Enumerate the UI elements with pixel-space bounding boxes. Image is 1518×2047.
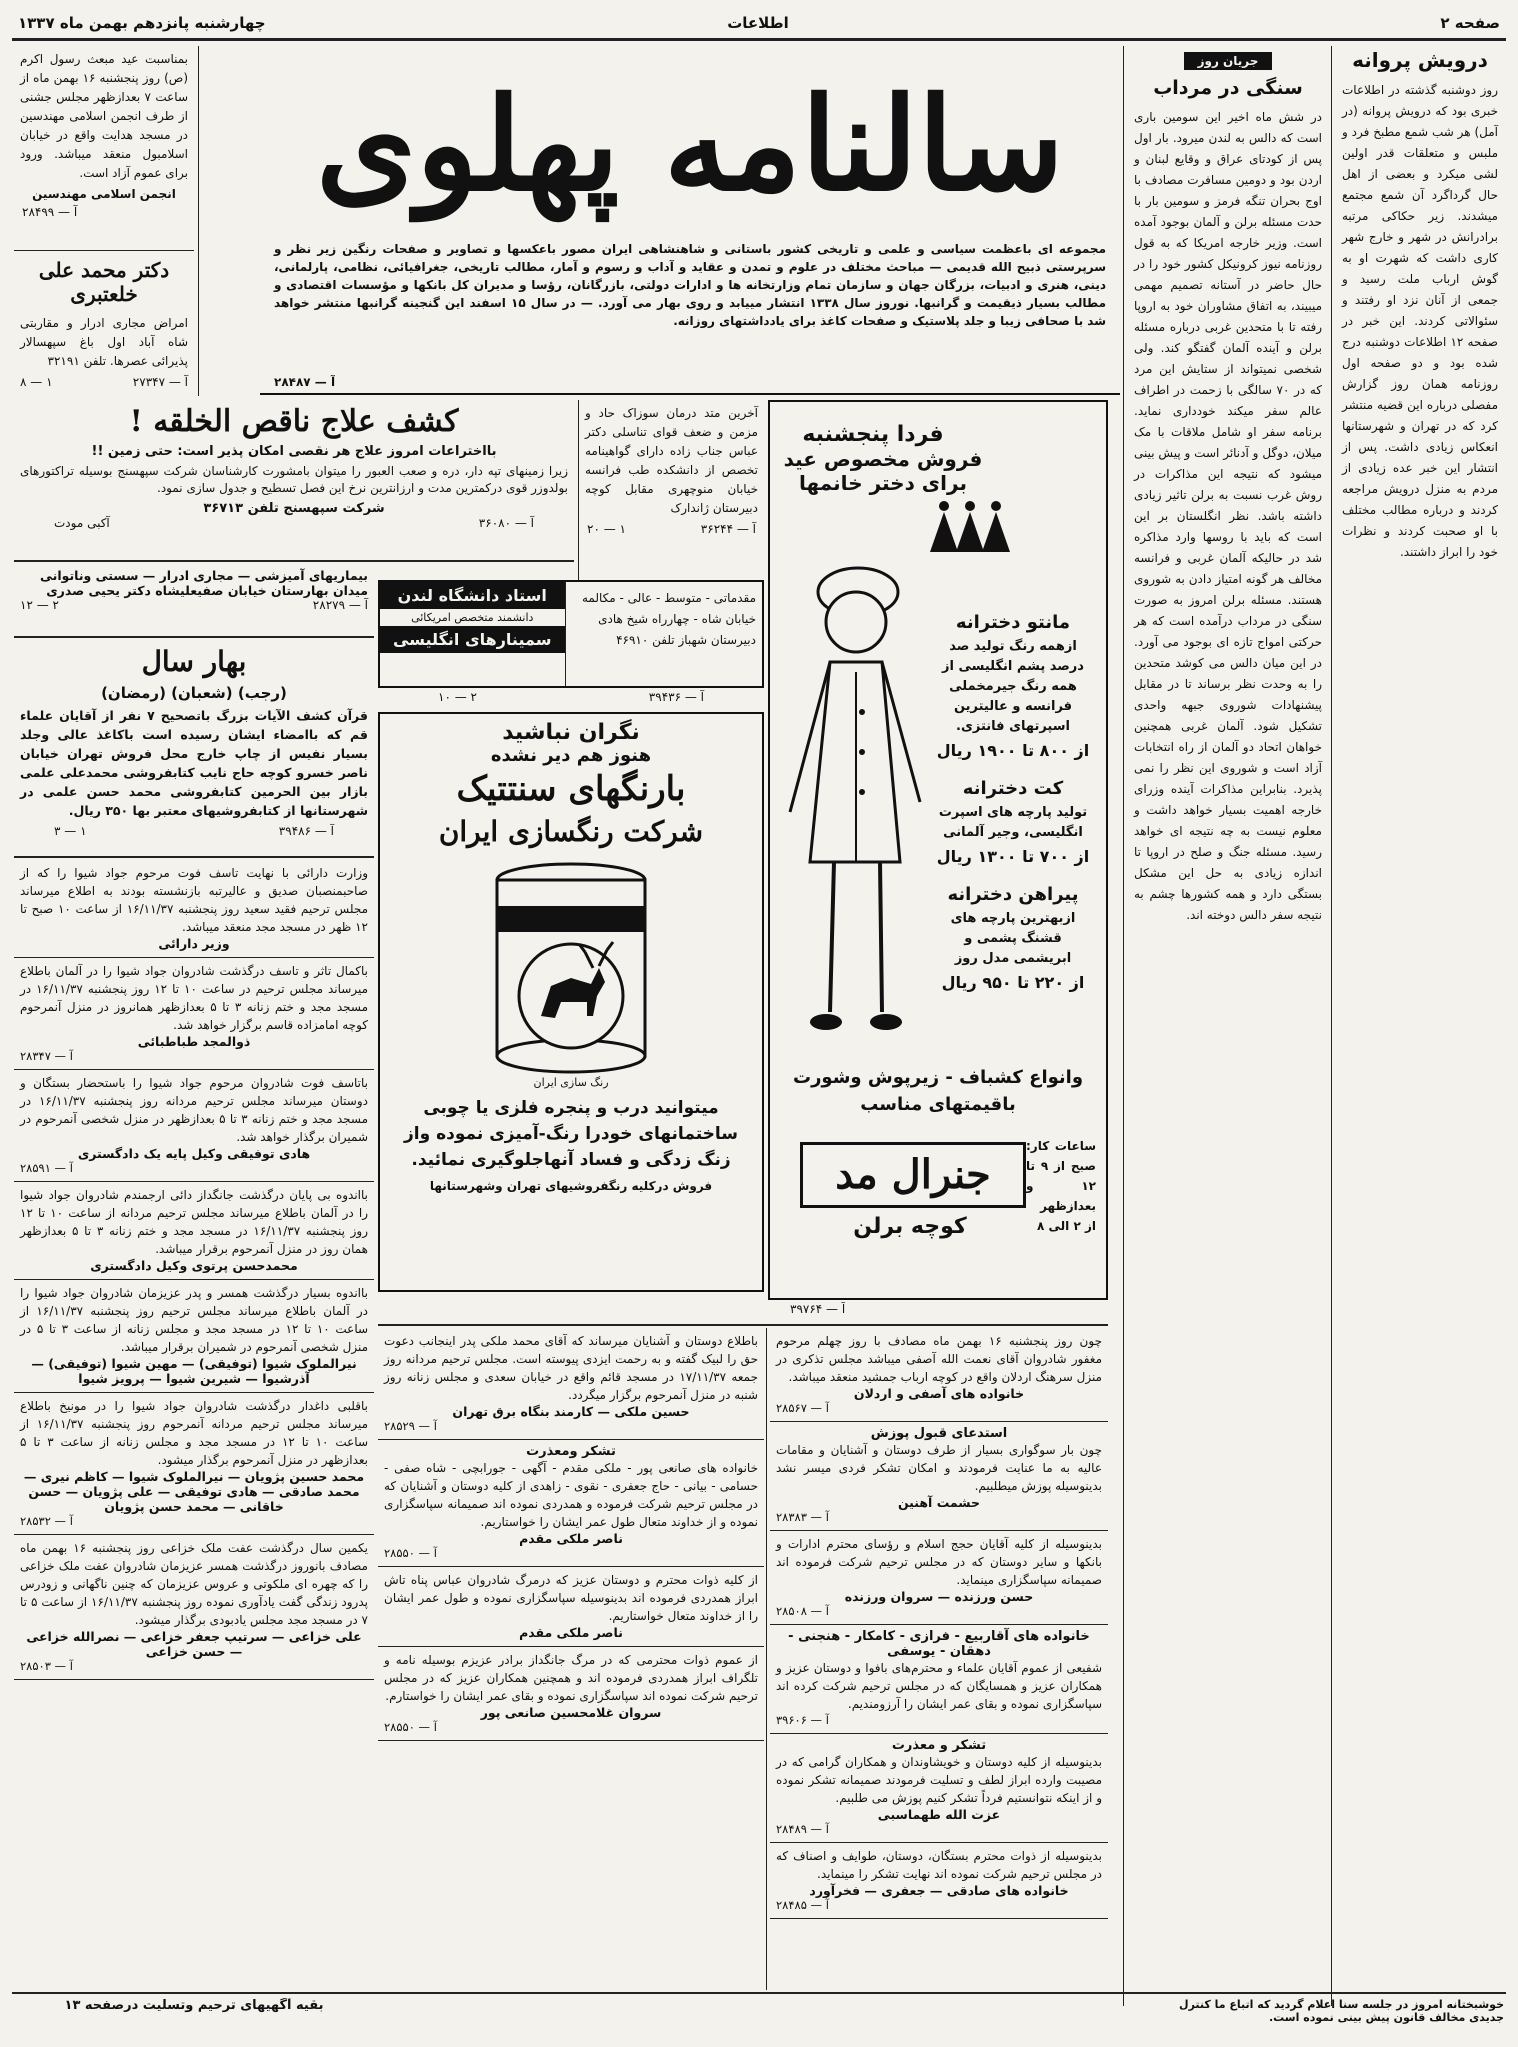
bahar-code2: ۱ — ۳ — [54, 824, 87, 838]
notice-code: آ — ۲۸۵۹۱ — [20, 1161, 73, 1175]
girls-item1-price: از ۸۰۰ تا ۱۹۰۰ ریال — [936, 741, 1090, 760]
notice-text: یکمین سال درگذشت عفت ملک خزاعی روز پنجشنبه ۱۶ بهمن ماه مصادف بانوروز درگذشت همسر عزیزمان شادروان عفت ملک خزاعی را که چهره ای ملکوتی و عروس عزیزمان که چنین ناگهانی و زودرس پدرود زندگی گفت یادآوری نموده روز پنجشنبه ۱۶/۱۱/۳۷ از ساعت ۵ تا ۷ در مسجد مجد مجلس یادبودی برگذار میشود. — [20, 1541, 368, 1627]
kashf-title: کشف علاج ناقص الخلقه ! — [129, 404, 459, 439]
london-code2: ۲ — ۱۰ — [438, 690, 477, 704]
girl-illustration — [770, 532, 940, 1132]
notice — [770, 1422, 1108, 1531]
sadri-line2: میدان بهارستان خیابان صفیعلیشاه دکتر یحیی صدری — [46, 583, 368, 598]
kashf-phone: شرکت سپهسنج تلفن ۳۶۷۱۳ — [203, 501, 385, 516]
girls-l3: برای دختر خانمها — [799, 471, 967, 495]
london-seminar: سمینارهای انگلیسی — [380, 626, 565, 653]
notice-title: استدعای قبول پوزش — [870, 1426, 1008, 1441]
notice-code: آ — ۲۸۳۴۷ — [20, 1049, 73, 1063]
notice-text: چون بار سوگواری بسیار از طرف دوستان و آشنایان و مقامات عالیه به ما عنایت فرمودند و امکان تشکر فردی میسر نشد بدینوسیله پوزش میطلبیم. — [776, 1443, 1102, 1493]
girls-l4: وانواع کشباف - زیرپوش وشورت — [792, 1067, 1084, 1088]
kashf-body: زیرا زمینهای تپه دار، دره و صعب العبور را میتوان بامشورت کارشناسان شرکت سپهسنج بوسیله تراکتورهای بولدوزر قوی درکمترین مدت و ارزانترین نرخ این فصل تسطیح و جدول سازی نمود. — [20, 464, 568, 495]
newspaper-name: اطلاعات — [727, 14, 789, 32]
doctor-ad — [14, 254, 194, 404]
notice-text: بدینوسیله از کلیه آقایان حجج اسلام و رؤسای محترم ادارات و بانکها و سایر دوستان که در مجلس ترحیم شرکت فرموده اند صمیمانه سپاسگزاری مینماید. — [776, 1537, 1102, 1587]
girls-item2-desc: تولید پارچه های اسپرت انگلیسی، وجیر آلمانی — [938, 805, 1088, 840]
notice-signature: ناصر ملکی مقدم — [519, 1531, 623, 1546]
doctor-name: دکتر محمد علی خلعتبری — [38, 258, 170, 306]
kashf-sub: بااختراعات امروز علاج هر نقصی امکان پذیر است: حتی زمین !! — [91, 444, 497, 459]
notice — [14, 1070, 374, 1182]
darvish-title: درویش پروانه — [1352, 48, 1488, 72]
sadri-ad — [14, 564, 374, 634]
notice-signature: حشمت آهنین — [897, 1495, 981, 1510]
notice-signature: خانواده های آصفی و اردلان — [853, 1386, 1025, 1401]
rule-mid-split — [766, 1328, 767, 1990]
bottom-mid-notices — [378, 1328, 764, 1990]
jenabzadeh-code2: ۱ — ۲۰ — [587, 522, 626, 536]
header-rule — [12, 38, 1506, 41]
sadri-code2: ۲ — ۱۲ — [20, 598, 59, 612]
notice-text: باکمال تاثر و تاسف درگذشت شادروان جواد شیوا را در آلمان باطلاع میرساند مجلس ترحیم در ساعت ۱۰ تا ۱۲ روز پنجشنبه ۱۶/۱۱/۳۷ در مسجد مجد و ختم زنانه ۳ تا ۵ بعدازظهر همانروز در منزل آنمرحوم کوچه امامزاده قاسم برگزار خواهد شد. — [20, 964, 369, 1032]
notice-signature: محمدحسن پرتوی وکیل دادگستری — [90, 1258, 298, 1273]
girls-item3-price: از ۲۲۰ تا ۹۵۰ ریال — [941, 973, 1085, 992]
notice-code: آ — ۲۸۵۶۷ — [776, 1401, 829, 1415]
notice-text: وزارت دارائی با نهایت تاسف فوت مرحوم جواد شیوا را که از صاحبمنصبان صدیق و عالیرتبه بازنشسته بودند به اطلاع میرساند مجلس ترحیم فقید سعید روز پنجشنبه ۱۶/۱۱/۳۷ از ساعت ۱۰ صبح تا ۱۲ ظهر در مسجد مجد منعقد میباشد. — [20, 866, 368, 934]
paint-bottom: میتوانید درب و پنجره فلزی یا چوبی ساختمانهای خودرا رنگ‑آمیزی نموده واز زنگ زدگی و فساد آنهاجلوگیری نمائید. — [403, 1098, 739, 1170]
jenabzadeh-text: آخرین متد درمان سوزاک حاد و مزمن و ضعف قوای تناسلی دکتر عباس جناب زاده دارای گواهینامه تخصص از دانشکده طب فرانسه خیابان منوچهری مقابل کوچه دبیرستان ژاندارک — [585, 406, 758, 515]
notice-code: آ — ۲۸۴۸۵ — [776, 1898, 829, 1912]
paint-ad — [378, 712, 764, 1292]
bottom-right-notices — [770, 1328, 1108, 1990]
girls-street: کوچه برلن — [853, 1214, 967, 1239]
notice-code: آ — ۲۸۵۵۰ — [384, 1546, 437, 1560]
salnameh-code: آ — ۲۸۴۸۷ — [274, 375, 336, 389]
girls-item2: کت دخترانه — [962, 778, 1064, 799]
column-darvish — [1336, 46, 1504, 2006]
bahar-code: آ — ۳۹۴۸۶ — [278, 824, 334, 838]
london-code: آ — ۳۹۴۳۶ — [648, 690, 704, 704]
kashf-code: آ — ۳۶۰۸۰ — [478, 516, 534, 530]
paint-dist: فروش درکلیه رنگفروشیهای تهران وشهرستانها — [429, 1179, 713, 1193]
notice-text: چون روز پنجشنبه ۱۶ بهمن ماه مصادف با روز چهلم مرحوم مغفور شادروان آقای نعمت الله آصفی میباشد مجلس تذکری در منزل سرهنگ اردلان واقع در کوچه ارباب جمشید منعقد میباشد. — [776, 1334, 1102, 1384]
left-rule-a — [14, 250, 194, 251]
events-body: در شش ماه اخیر این سومین باری است که دالس به لندن میرود. بار اول پس از کودتای عراق و وقایع لبنان و اردن بود و دومین مسافرت مصادف با اوج بحران تنگه فرمز و سومین بار با حدت مسئله برلن و آلمان بوجود آمده است. وزیر خارجه امریکا که به قول روزنامه نیوز کرونیکل کشور خود را در حال حاضر در آستانه تصمیم مهمی میبیند، به اتفاق مشاوران خود به اروپا رفته تا با متحدین غربی درباره مسئله برلن و آینده آلمان گفتگو کند. ولی شخصی نمیتواند از ستایش این مرد که در ۷۰ سالگی با زحمت در اطراف عالم سفر میکند خودداری نماید. برنامه سفر او شامل ملاقات با مک میلان، دوگل و آدنائر است و پیش بینی میشود که نتیجه این مذاکرات در روش غرب نسبت به برلن تاثیر زیادی داشته باشد. نظر انگلستان بر این است که باید با روسها وارد مذاکره شد در حالیکه آلمان غربی و فرانسه مخالف هر گونه امتیاز دادن به شوروی هستند. مسئله برلن امروز به صورت سنگی در مرداب درآمده است که هر حرکتی امواج تازه ای بوجود می آورد. در این میان دالس می کوشد متحدین را به وحدت نظر برساند تا در مقابل پیشنهادات شوروی جبهه واحدی تشکیل شود. آلمان غربی همچنین خواهان اتحاد دو آلمان از راه انتخابات آزاد است و شوروی این نظر را نمی پذیرد. بنابراین مذاکرات آینده وزرای خارجه اهمیت بسیار خواهد داشت و معلوم نیست به چه نتیجه ای خواهد رسید. مسئله جنگ و صلح در اروپا تا اندازه زیادی به حل این مشکل بستگی دارد و همه کشورها چشم به نتیجه سفر دالس دوخته اند. — [1134, 110, 1322, 922]
notice-text: باطلاع دوستان و آشنایان میرساند که آقای محمد ملکی پدر اینجانب دعوت حق را لبیک گفته و به رحمت ایزدی پیوسته است. مجلس ترحیم مردانه روز جمعه ۱۷/۱۱/۳۷ در مسجد قائم واقع در خیابان سعدی و مجلس زنانه روز شنبه در منزل آنمرحوم برگزار میگردد. — [384, 1334, 758, 1402]
darvish-body: روز دوشنبه گذشته در اطلاعات خبری بود که درویش پروانه (در آمل) هر شب شمع مطبخ فرد و ملبس و متعلقات قدر اولین لشی میکرد و بعضی از اهل حال گرداگرد آن شمع مجتمع میشدند. زیر حکاکی مرتبه برادرانش در شهر و خارج شهر کاری داشت که شهرت او به گوش ارباب ملت رسید و جمعی از آنان نزد او رفتند و سئوالاتی کردند. این خبر در صفحه ۱۲ اطلاعات دوشنبه درج شده بود و دو صفحه اول روزنامه همان روز گزارش مفصلی درباره این قضیه منتشر کرد که در تهران و شهرستانها انعکاس زیادی داشت. پس از انتشار این خبر عده زیادی از مردم به منزل درویش مراجعه کردند و درباره مطالب مختلف با او صحبت کردند و نظرات خود را ابراز داشتند. — [1342, 83, 1498, 559]
notice-signature: حسن ورزنده — سروان ورزنده — [844, 1589, 1034, 1604]
notice-code: آ — ۳۹۶۰۶ — [776, 1713, 829, 1727]
notice — [770, 1843, 1108, 1919]
notice — [14, 958, 374, 1070]
doctor-text: امراض مجاری ادرار و مقاربتی شاه آباد اول باغ سپهسالار پذیرائی عصرها. تلفن ۳۲۱۹۱ — [20, 316, 188, 368]
notice-code: آ — ۲۸۳۸۳ — [776, 1510, 829, 1524]
col-rule-2 — [1123, 46, 1124, 2006]
girls-l1: فردا پنجشنبه — [802, 422, 944, 447]
footer-right: خوشبختانه امروز در جلسه سنا اعلام گردید که اتباع ما کنترل جدیدی مخالف قانون پیش بینی نموده است. — [1179, 1998, 1504, 2024]
london-title: استاد دانشگاه لندن — [380, 582, 565, 609]
jenabzadeh-ad — [578, 400, 764, 580]
london-right: مقدماتی - متوسط - عالی - مکالمه خیابان شاه - چهارراه شیخ هادی دبیرستان شهباز تلفن ۴۶۹۱۰ — [565, 582, 763, 686]
rule-under-kashf — [14, 560, 574, 562]
salnameh-desc: مجموعه ای باعظمت سیاسی و علمی و تاریخی کشور باستانی و شاهنشاهی ایران مصور باعکسها و تصاویر و صفحات رنگین زیر نظر و سرپرستی ذبیح الله قدیمی — مباحث مختلف در علوم و تمدن و عقاید و آداب و رسوم و آمار، مطالب تاریخی، جغرافیائی، نظامی، پارلمانی، دینی، هنری و ادبیات، بزرگان جهان و سازمان تمام وزارتخانه ها و ادارات دولتی، بازرگانان، رؤسا و مدیران کل بانکها و مؤسسات اقتصادی و مطالب بسیار ذیقیمت و گرانبها. نوروز سال ۱۳۳۸ انتشار مییابد و روی بهار می آورد. — در سال ۱۵ اسفند این گنجینه گرانبها منتشر خواهد شد با صحافی زیبا و جلد پلاستیک و صفحات کاغذ برای یادداشتهای روزانه. — [274, 242, 1106, 328]
mabas-text: بمناسبت عید مبعث رسول اکرم (ص) روز پنجشنبه ۱۶ بهمن ماه از ساعت ۷ بعدازظهر مجلس جشنی از طرف انجمن اسلامی مهندسین در مسجد هدایت واقع در خیابان اسلامبول منعقد میباشد. ورود برای عموم آزاد است. — [20, 52, 188, 180]
notice-text: خانواده های صانعی پور - ملکی مقدم - آگهی - جورابچی - شاه صفی - حسامی - بیانی - حاج جعفری - نقوی - زاهدی از کلیه دوستان و آشنایان که در مجلس ترحیم شرکت فرموده و همدردی نموده اند صمیمانه سپاسگزاری نموده و از خداوند متعال طول عمر ایشان را خواستاریم. — [384, 1461, 758, 1529]
paint-l4: شرکت رنگسازی ایران — [438, 815, 704, 848]
notice-text: از عموم ذوات محترمی که در مرگ جانگداز برادر عزیزم بوسیله نامه و تلگراف ابراز همدردی فرموده اند و همچنین همکاران عزیز که در مجلس ترحیم شرکت نموده اند سپاسگزاری نموده و بقای عمر ایشان را خواستارم. — [384, 1653, 758, 1703]
girls-hours: ساعات کار: صبح از ۹ تا ۱۲ و بعدازظهر از ۲ الی ۸ — [1026, 1139, 1096, 1233]
notice-text: باتاسف فوت شادروان مرحوم جواد شیوا را باستحضار بستگان و دوستان میرساند مجلس ترحیم مردانه روز پنجشنبه ۱۶/۱۱/۳۷ در مسجد مجد و ختم زنانه ۳ تا ۵ بعدازظهر در منزل شخصی آنمرحوم در شمیران برگذار خواهد شد. — [20, 1076, 368, 1144]
events-kicker: جریان روز — [1184, 52, 1273, 70]
notice-signature: محمد حسین پژویان — نیرالملوک شیوا — کاظم نیری — محمد صادقی — هادی توفیقی — علی پژویان — حسن خاقانی — محمد حسن پژویان — [23, 1469, 365, 1514]
paint-l2: هنوز هم دیر نشده — [490, 745, 652, 766]
notice — [770, 1328, 1108, 1422]
notice-text: بدینوسیله از کلیه دوستان و خویشاوندان و همکاران گرامی که در مصیبت وارده ابراز لطف و تسلیت فرمودند صمیمانه تشکر نموده و از اینکه نتوانستیم فرداً تشکر کنیم پوزش می طلبیم. — [776, 1755, 1102, 1805]
notice-title: تشکر ومعذرت — [526, 1444, 616, 1459]
quran-ad — [14, 640, 374, 854]
notice-text: باقلبی داغدار درگذشت شادروان جواد شیوا را در مونیخ باطلاع میرساند مجلس ترحیم مردانه آنمرحوم روز پنجشنبه ۱۶/۱۱/۳۷ از ساعت ۱۰ تا ۱۲ در مسجد مجد و مجلس زنانه از ساعت ۳ تا ۵ بعدازظهر در منزل آنمرحوم برگذار میشود. — [20, 1399, 368, 1467]
girls-clothes-ad — [768, 400, 1108, 1300]
notice-code: آ — ۲۸۵۲۹ — [384, 1419, 437, 1433]
footer-left: بقیه آگهیهای ترحیم وتسلیت درصفحه ۱۳ — [64, 1998, 324, 2013]
notice-signature: عزت الله طهماسبی — [877, 1807, 1001, 1822]
mabas-notice — [14, 46, 194, 246]
notice — [14, 1280, 374, 1393]
notice-signature: ناصر ملکی مقدم — [519, 1625, 623, 1640]
paint-l1: نگران نباشید — [502, 720, 640, 745]
doctor-code2: ۱ — ۸ — [20, 375, 53, 389]
girls-code: آ — ۳۹۷۶۴ — [790, 1302, 846, 1316]
notice-code: آ — ۲۸۵۳۲ — [20, 1514, 73, 1528]
salnameh-title: سالنامه پهلوی — [316, 70, 1064, 220]
jenabzadeh-code: آ — ۳۶۲۴۴ — [700, 522, 756, 536]
col-rule-3 — [198, 46, 199, 396]
bahar-title: بهار سال — [141, 645, 247, 678]
bahar-months: (رجب) (شعبان) (رمضان) — [101, 684, 287, 702]
notice — [14, 1182, 374, 1280]
paint-l3: بارنگهای سنتتیک — [456, 769, 686, 809]
girls-l5: باقیمتهای مناسب — [860, 1094, 1016, 1115]
girls-item2-price: از ۷۰۰ تا ۱۳۰۰ ریال — [936, 847, 1090, 866]
kashf-sign: آکبی مودت — [54, 516, 110, 530]
notice — [378, 1440, 764, 1567]
notice-signature: وزیر دارائی — [158, 936, 230, 951]
notice-title: خانواده های آقاربیع - فرازی - کامکار - هنجنی - دهقان - یوسفی — [788, 1629, 1090, 1659]
notice-title: تشکر و معذرت — [891, 1738, 987, 1753]
sadri-code: آ — ۲۸۲۷۹ — [312, 598, 368, 612]
notice — [14, 860, 374, 958]
london-sub: دانشمند متخصص امریکائی — [411, 611, 534, 624]
events-title: سنگی در مرداب — [1153, 77, 1303, 99]
notice-text: از کلیه ذوات محترم و دوستان عزیز که درمرگ شادروان عباس پناه تاش ابراز همدردی فرموده اند بدینوسیله سپاسگزاری نموده و طول عمر ایشان را از خداوند متعال خواستاریم. — [384, 1573, 758, 1623]
paint-can-label: رنگ سازی ایران — [533, 1076, 609, 1089]
rule-bottom-mid — [378, 1324, 1108, 1326]
rule-after-bahar — [14, 856, 374, 858]
notice-signature: خانواده های صادقی — جعفری — فخرآورد — [809, 1883, 1069, 1898]
issue-date: چهارشنبه پانزدهم بهمن ماه ۱۳۳۷ — [18, 14, 266, 32]
notice — [378, 1328, 764, 1440]
girls-item3-desc: ازبهترین پارچه های قشنگ پشمی و ابریشمی مدل روز — [950, 911, 1076, 966]
girls-brand: جنرال مد — [800, 1142, 1026, 1208]
salnameh-ad — [260, 50, 1120, 395]
notice-text: بااندوه بسیار درگذشت همسر و پدر عزیزمان شادروان جواد شیوا را در آلمان باطلاع میرساند مجلس ترحیم روز پنجشنبه ۱۶/۱۱/۳۷ از ساعت ۱۰ تا ۱۲ در مسجد مجد و مجلس زنانه از ساعت ۳ تا ۵ در منزل شخصی آنمرحوم در شمیران برقرار میباشد. — [20, 1286, 369, 1354]
footer-rule — [12, 1992, 1506, 1994]
girls-item1-desc: ازهمه رنگ تولید صد درصد پشم انگلیسی از همه رنگ جیرمخملی فرانسه و عالیترین اسپرتهای فانتزی. — [942, 639, 1084, 734]
notice-signature: علی خزاعی — سرتیپ جعفر خزاعی — نصرالله خزاعی — حسن خزاعی — [26, 1629, 362, 1659]
notice-code: آ — ۲۸۴۸۹ — [776, 1822, 829, 1836]
notice — [14, 1535, 374, 1680]
sadri-line1: بیماریهای آمیزشی — مجاری ادرار — سستی وناتوانی — [39, 568, 368, 583]
kashf-ad — [14, 400, 574, 558]
mabas-code: آ — ۲۸۴۹۹ — [22, 205, 78, 219]
notice-signature: ذوالمجد طباطبائی — [137, 1034, 251, 1049]
doctor-code: آ — ۲۷۳۴۷ — [132, 375, 188, 389]
notice — [378, 1647, 764, 1741]
notice — [770, 1734, 1108, 1843]
notice — [770, 1625, 1108, 1734]
london-ad — [378, 580, 764, 688]
girls-item1: مانتو دخترانه — [955, 612, 1071, 633]
bahar-body: قرآن کشف الآیات بزرگ باتصحیح ۷ نفر از آقایان علماء قم که باامضاء ایشان رسیده است باکاغذ عالی وجلد بسیار نفیس از چاپ خارج محل فروش تهران خیابان ناصر خسرو کوچه حاج نایب کتابفروشی محمدعلی علمی بازار بین الحرمین کتابفروشی محمد حسن علمی در شهرستانها از کتابفروشیهای معتبر بها ۳۵۰ ریال. — [20, 708, 368, 818]
notice — [378, 1567, 764, 1647]
girls-l2: فروش مخصوص عید — [783, 447, 983, 471]
notice-signature: سروان غلامحسین صانعی پور — [480, 1705, 662, 1720]
column-events — [1128, 46, 1328, 2006]
notice — [14, 1393, 374, 1535]
page-number: صفحه ۲ — [1440, 14, 1500, 32]
col-rule-1 — [1331, 46, 1332, 2006]
notice-code: آ — ۲۸۵۵۰ — [384, 1720, 437, 1734]
notice-code: آ — ۲۸۵۰۸ — [776, 1604, 829, 1618]
notice-signature: حسین ملکی — کارمند بنگاه برق تهران — [452, 1404, 690, 1419]
girls-item3: پیراهن دخترانه — [947, 884, 1079, 905]
notice-text: بااندوه بی پایان درگذشت جانگداز دائی ارجمندم شادروان جواد شیوا را در آلمان باطلاع میرساند مجلس ترحیم مردانه از ساعت ۱۰ تا ۱۲ روز پنجشنبه ۱۶/۱۱/۳۷ در مسجد مجد و ختم زنانه ۳ تا ۵ بعدازظهر همان روز در منزل آنمرحوم برقرار میباشد. — [20, 1188, 369, 1256]
mabas-sign: انجمن اسلامی مهندسین — [32, 187, 176, 201]
notice-signature: هادی توفیقی وکیل پایه یک دادگستری — [77, 1146, 311, 1161]
notice-code: آ — ۲۸۵۰۳ — [20, 1659, 73, 1673]
paint-can-image — [481, 856, 661, 1076]
notice-text: شفیعی از عموم آقایان علماء و محترم‌های بافوا و دوستان عزیز و همکاران عزیز و همسایگان که در مجلس ترحیم شرکت کرده اند سپاسگزاری نموده و بقای عمر ایشان را آرزومندیم. — [776, 1661, 1102, 1711]
left-notices — [14, 860, 374, 1988]
notice-text: بدینوسیله از ذوات محترم بستگان، دوستان، طوایف و اصناف که در مجلس ترحیم شرکت نموده اند نهایت تشکر را مینماید. — [776, 1849, 1102, 1881]
notice-signature: نیرالملوک شیوا (توفیقی) — مهین شیوا (توفیقی) — آذرشیوا — شیرین شیوا — پرویز شیوا — [31, 1356, 357, 1386]
notice — [770, 1531, 1108, 1625]
rule-bahar — [14, 636, 374, 638]
